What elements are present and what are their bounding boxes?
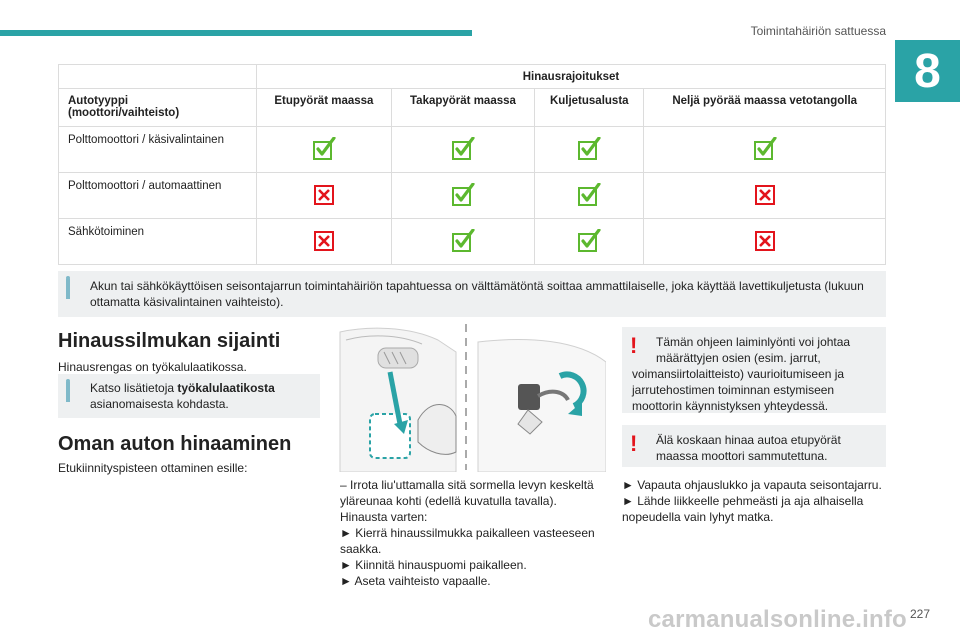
- table-corner: [59, 65, 257, 89]
- check-icon: [577, 229, 601, 253]
- heading-own-towing: Oman auton hinaaminen: [58, 433, 292, 455]
- towing-eye-text: Hinausrengas on työkalulaatikossa.: [58, 360, 247, 374]
- instruction-screw-eye: ► Kierrä hinaussilmukka paikalleen vasteeseen saakka.: [340, 526, 595, 556]
- own-towing-text: Etukiinnityspisteen ottaminen esille:: [58, 461, 248, 475]
- column-header-platform: Kuljetusalusta: [535, 89, 644, 127]
- column-header-four-wheels: Neljä pyörää maassa vetotangolla: [644, 89, 886, 127]
- check-icon: [577, 183, 601, 207]
- row-label: Polttomoottori / käsivalintainen: [59, 127, 257, 173]
- cross-icon: [312, 229, 336, 253]
- check-icon: [312, 137, 336, 161]
- table-row: [59, 173, 886, 219]
- warning-icon: !: [630, 333, 638, 358]
- instruction-remove-cover: – Irrota liu'uttamalla sitä sormella levyn keskeltä yläreunaa kohti (edellä kuvatulla tavalla).: [340, 478, 594, 508]
- warning-box-engine-off: [622, 425, 886, 467]
- cross-icon: [753, 183, 777, 207]
- warning-box-damage: [622, 327, 886, 413]
- info-icon: [66, 382, 70, 402]
- table-row: [59, 127, 886, 173]
- table-group-header: Hinausrajoitukset: [257, 65, 886, 89]
- heading-towing-eye: Hinaussilmukan sijainti: [58, 330, 281, 352]
- instruction-neutral: ► Aseta vaihteisto vapaalle.: [340, 574, 491, 588]
- header-accent-bar: [0, 30, 472, 36]
- instructions-middle: [340, 477, 610, 589]
- column-header-type: [59, 89, 257, 127]
- instruction-release-lock: ► Vapauta ohjauslukko ja vapauta seisontajarru.: [622, 478, 882, 492]
- info-suffix: asianomaisesta kohdasta.: [90, 397, 229, 411]
- section-title: Toimintahäiriön sattuessa: [750, 24, 886, 38]
- instruction-drive-slowly: ► Lähde liikkeelle pehmeästi ja aja alhaisella nopeudella vain lyhyt matka.: [622, 494, 864, 524]
- info-icon: [66, 279, 70, 299]
- check-icon: [451, 229, 475, 253]
- row-label: Sähkötoiminen: [59, 219, 257, 265]
- column-header-rear: Takapyörät maassa: [391, 89, 534, 127]
- row-label: Polttomoottori / automaattinen: [59, 173, 257, 219]
- check-icon: [451, 183, 475, 207]
- towing-limits-table: [58, 64, 886, 265]
- instruction-attach-bar: ► Kiinnitä hinauspuomi paikalleen.: [340, 558, 527, 572]
- instruction-heading: Hinausta varten:: [340, 510, 428, 524]
- info-text: Akun tai sähkökäyttöisen seisontajarrun toimintahäiriön tapahtuessa on välttämätöntä soittaa ammattilaiselle, joka käyttää lavettikuljetusta (lukuun ottamatta käsivalintainen vaihteisto).: [90, 279, 864, 309]
- check-icon: [753, 137, 777, 161]
- page-number: 227: [910, 607, 931, 621]
- table-row: [59, 219, 886, 265]
- info-box-toolbox: [58, 374, 320, 418]
- info-prefix: Katso lisätietoja: [90, 381, 178, 395]
- info-box-battery: [58, 271, 886, 317]
- warning-text: Älä koskaan hinaa autoa etupyörät maassa moottori sammutettuna.: [656, 433, 841, 463]
- instructions-right: [622, 477, 886, 525]
- watermark: carmanualsonline.info: [648, 606, 907, 633]
- towing-eye-illustration: [338, 322, 606, 472]
- info-bold-link: työkalulaatikosta: [177, 381, 275, 395]
- cross-icon: [753, 229, 777, 253]
- warning-text: Tämän ohjeen laiminlyönti voi johtaa määrättyjen osien (esim. jarrut,: [656, 335, 851, 365]
- cross-icon: [312, 183, 336, 207]
- warning-icon: !: [630, 431, 638, 456]
- chapter-number: 8: [895, 40, 960, 102]
- check-icon: [577, 137, 601, 161]
- column-header-front: Etupyörät maassa: [257, 89, 392, 127]
- column-header-type-label: Autotyyppi (moottori/vaihteisto): [68, 95, 180, 119]
- check-icon: [451, 137, 475, 161]
- warning-text-rest: voimansiirtolaitteisto) vaurioitumiseen ja jarrutehostimen toiminnan estymiseen moottorin käynnistyksen yhteydessä.: [632, 367, 845, 413]
